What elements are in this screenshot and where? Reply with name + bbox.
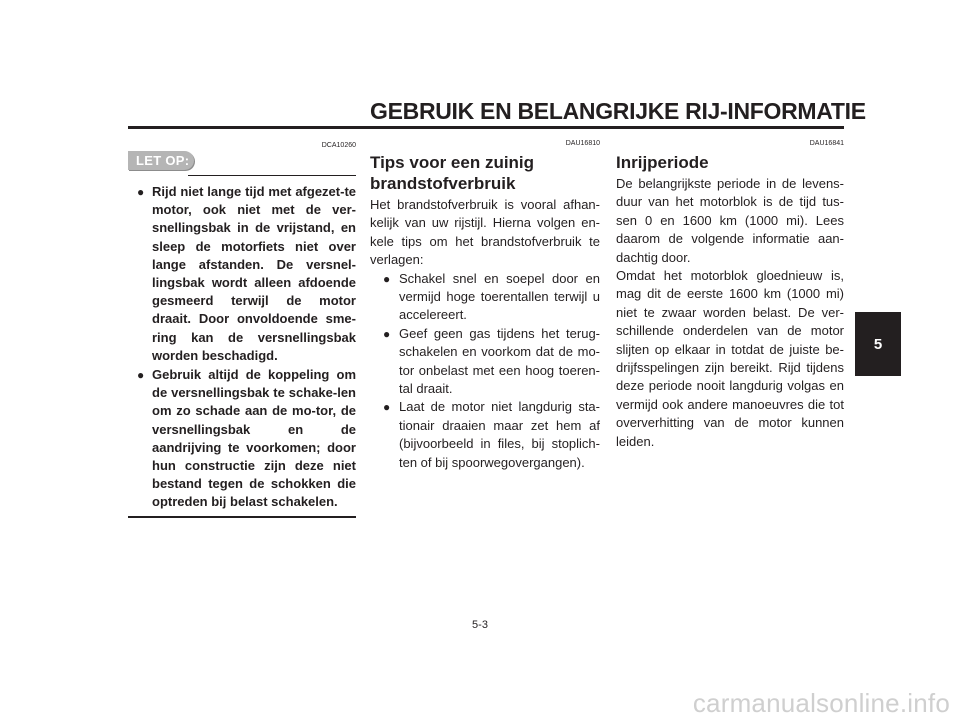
break-in-column [616,132,844,451]
list-item [370,325,600,399]
paragraph: De belangrijkste periode in de levens-duur van het motorblok is de tijd tus-sen 0 en 1600 km (1000 mi). Lees daarom de volgende informatie aan-dachtig door. [616,176,844,265]
tips-list [370,270,600,472]
bullet-icon: ● [383,326,391,341]
notice-code: DCA10260 [321,142,356,149]
notice-list [128,183,356,512]
header-rule [128,126,844,129]
tip-text: Geef geen gas tijdens het terug-schakelen en voorkom dat de mo-tor onbelast met een hoog toeren-tal draait. [399,325,600,397]
tip-text: Laat de motor niet langdurig sta-tionair draaien maar zet hem af (bijvoorbeeld in files, bij stoplich-ten of bij spoorwegovergangen). [399,399,600,470]
notice-item-text: Gebruik altijd de koppeling om de versnellingsbak te schake-len om zo schade aan de mo-tor, de versnellingsbak en de aandrijving te voorkomen; door hun constructie zijn deze niet bestand tegen de schokken die optreden bij belast schakelen. [152,367,356,510]
notice-header [128,148,356,174]
list-item [370,270,600,325]
notice-label: LET OP: [128,151,194,170]
section-code: DAU16841 [809,140,844,147]
page-number: 5-3 [472,619,488,631]
chapter-tab[interactable]: 5 [855,312,901,376]
section-intro: Het brandstofverbruik is vooral afhan-kelijk van uw rijstijl. Hierna volgen en-kele tips om het brandstofverbruik te verlagen: [370,197,600,268]
section-code: DAU16810 [565,140,600,147]
watermark: carmanualsonline.info [692,688,950,718]
notice-end-rule [128,516,356,518]
list-item [370,398,600,472]
fuel-tips-column [370,132,600,472]
bullet-icon: ● [383,271,391,286]
tip-text: Schakel snel en soepel door en vermijd hoge toerentallen terwijl u accelereert. [399,270,600,323]
page-title: GEBRUIK EN BELANGRIJKE RIJ-INFORMATIE [370,98,866,124]
bullet-icon: ● [383,400,391,415]
section-heading: Tips voor een zuinig brandstofverbruik [370,153,535,193]
list-item [128,366,356,512]
paragraph: Omdat het motorblok gloednieuw is, mag dit de eerste 1600 km (1000 mi) niet te zwaar worden belast. De ver-schillende onderdelen van de motor slijten op elkaar in totdat de juiste be-drijfsspelingen zijn bereikt. Rijd tijdens deze periode nooit langdurig volgas en vermijd ook andere manoeuvres die tot oververhitting van de motor kunnen leiden. [616,268,844,449]
bullet-icon: ● [137,185,145,199]
notice-item-text: Rijd niet lange tijd met afgezet-te motor, ook niet met de ver-snellingsbak in de vrijstand, en sleep de motorfiets niet over lange afstanden. De versnel-lingsbak wordt alleen afdoende gesmeerd terwijl de motor draait. Door onvoldoende sme-ring kan de versnellingsbak worden beschadigd. [152,184,356,363]
section-heading: Inrijperiode [616,153,709,172]
notice-column [128,132,356,518]
bullet-icon: ● [137,368,145,383]
list-item [128,183,356,365]
notice-header-rule [188,175,356,176]
